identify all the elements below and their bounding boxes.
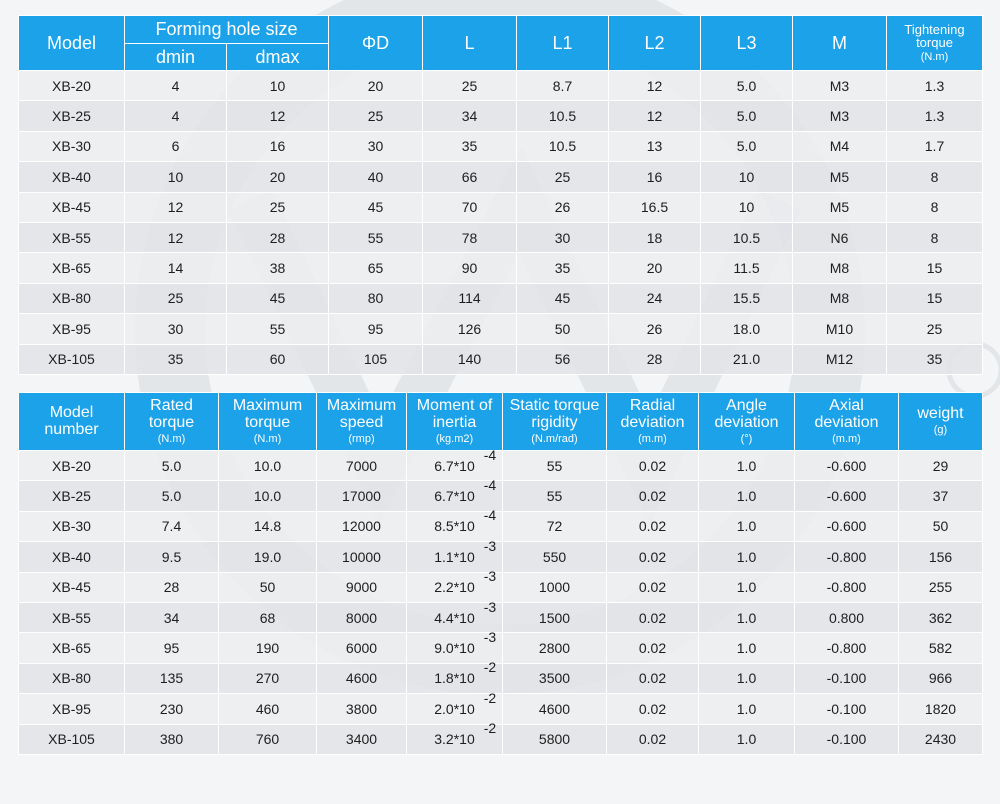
table-cell: 38: [227, 253, 329, 283]
inertia-base: 8.5*10: [434, 518, 475, 535]
table-cell: 230: [125, 694, 219, 724]
header-line: torque: [244, 413, 291, 431]
table-cell: 18: [609, 222, 701, 252]
table-cell: 13: [609, 131, 701, 161]
inertia-base: 1.1*10: [434, 548, 475, 565]
table-cell: 55: [227, 314, 329, 344]
inertia-value: [434, 659, 497, 687]
table-cell: 45: [329, 192, 423, 222]
table-cell: M10: [793, 314, 887, 344]
table-cell: 55: [503, 451, 607, 481]
header-unit: (N.m): [157, 432, 186, 445]
inertia-exponent: -2: [483, 720, 497, 737]
table-cell: 362: [899, 602, 983, 632]
table-cell: 55: [503, 481, 607, 511]
table-cell: -0.100: [795, 694, 899, 724]
table-cell: -0.600: [795, 481, 899, 511]
table-cell: 68: [219, 602, 317, 632]
header-unit: (kg.m2): [435, 432, 474, 445]
model-cell: XB-45: [19, 572, 125, 602]
inertia-base: 6.7*10: [434, 488, 475, 505]
table-cell: 5.0: [701, 101, 793, 131]
table-cell: 3800: [317, 694, 407, 724]
table-cell: -0.800: [795, 572, 899, 602]
table-cell: 10000: [317, 542, 407, 572]
table-cell: 72: [503, 511, 607, 541]
table-cell: 760: [219, 724, 317, 754]
inertia-base: 3.2*10: [434, 731, 475, 748]
table-cell: 6: [125, 131, 227, 161]
col-header-m: M: [793, 16, 887, 71]
table-cell: 0.800: [795, 602, 899, 632]
table-cell: M3: [793, 71, 887, 101]
table-cell: 1.0: [699, 602, 795, 632]
col-header: [503, 393, 607, 451]
model-cell: XB-25: [19, 101, 125, 131]
table-cell: 20: [329, 71, 423, 101]
col-header-l: L: [423, 16, 517, 71]
header-unit: (N.m/rad): [531, 432, 578, 445]
col-header-dmin: dmin: [125, 44, 227, 71]
table-cell: 582: [899, 633, 983, 663]
table-cell: 24: [609, 283, 701, 313]
model-cell: XB-65: [19, 253, 125, 283]
table-cell: 1000: [503, 572, 607, 602]
table-cell: 16: [227, 131, 329, 161]
table-cell: 0.02: [607, 542, 699, 572]
header-unit: (m.m): [832, 432, 861, 445]
table-cell: 55: [329, 222, 423, 252]
table-cell: 29: [899, 451, 983, 481]
table-cell: 80: [329, 283, 423, 313]
table-cell: 15.5: [701, 283, 793, 313]
table-cell: M8: [793, 283, 887, 313]
inertia-value: [434, 507, 497, 535]
inertia-exponent: -4: [483, 507, 497, 524]
col-header: [607, 393, 699, 451]
table-cell: 10.5: [517, 131, 609, 161]
model-cell: XB-65: [19, 633, 125, 663]
table-cell: 16: [609, 162, 701, 192]
header-line: Axial: [829, 396, 864, 414]
inertia-exponent: -3: [483, 568, 497, 585]
col-header: [317, 393, 407, 451]
table-cell: 114: [423, 283, 517, 313]
table-cell: 0.02: [607, 451, 699, 481]
table-cell: 12: [125, 222, 227, 252]
table-cell: 45: [227, 283, 329, 313]
model-cell: XB-25: [19, 481, 125, 511]
table-cell: 5800: [503, 724, 607, 754]
table-cell: 30: [125, 314, 227, 344]
header-line: Rated: [150, 396, 193, 414]
table-cell: 8000: [317, 602, 407, 632]
header-line: torque: [916, 35, 953, 51]
header-line: inertia: [432, 413, 477, 431]
table-row: [19, 724, 983, 754]
table-cell: 20: [227, 162, 329, 192]
table-cell: 50: [219, 572, 317, 602]
table-row: [19, 344, 983, 374]
col-header-phi-d: ΦD: [329, 16, 423, 71]
table-cell: 4600: [317, 663, 407, 693]
model-cell: XB-55: [19, 602, 125, 632]
table-cell: 3400: [317, 724, 407, 754]
table-cell: 1.0: [699, 542, 795, 572]
model-cell: XB-80: [19, 283, 125, 313]
model-cell: XB-95: [19, 694, 125, 724]
table-cell: 10: [701, 162, 793, 192]
table-cell: 1820: [899, 694, 983, 724]
table-cell: 1.7: [887, 131, 983, 161]
inertia-value: [434, 720, 497, 748]
header-line: Model: [49, 403, 94, 421]
table-cell: 550: [503, 542, 607, 572]
table-cell: 11.5: [701, 253, 793, 283]
table-cell: -0.600: [795, 451, 899, 481]
col-header-l1: L1: [517, 16, 609, 71]
table-row: [19, 162, 983, 192]
table-cell: 50: [517, 314, 609, 344]
table-cell: 40: [329, 162, 423, 192]
table-cell: 0.02: [607, 602, 699, 632]
table-cell: -0.100: [795, 663, 899, 693]
table-row: [19, 663, 983, 693]
table-cell: 70: [423, 192, 517, 222]
table-cell: 35: [423, 131, 517, 161]
table-cell: -0.100: [795, 724, 899, 754]
table-cell: 7000: [317, 451, 407, 481]
table-cell: 0.02: [607, 481, 699, 511]
inertia-exponent: -3: [483, 629, 497, 646]
header-unit: (°): [740, 432, 753, 445]
header-line: Static torque: [509, 396, 600, 414]
inertia-base: 1.8*10: [434, 670, 475, 687]
inertia-value: [434, 629, 497, 657]
table-cell: 65: [329, 253, 423, 283]
table-cell: 4600: [503, 694, 607, 724]
table-cell: 16.5: [609, 192, 701, 222]
inertia-base: 6.7*10: [434, 457, 475, 474]
table-cell: 30: [517, 222, 609, 252]
dimension-specs-table: [18, 15, 983, 375]
table-cell: 1.0: [699, 633, 795, 663]
table-cell: 1.3: [887, 71, 983, 101]
table-cell: 8: [887, 162, 983, 192]
table-cell: 1.0: [699, 451, 795, 481]
table-row: [19, 542, 983, 572]
model-cell: XB-55: [19, 222, 125, 252]
header-unit: (N.m): [920, 50, 949, 63]
table-cell: 35: [517, 253, 609, 283]
table-cell: 1.0: [699, 481, 795, 511]
table-row: [19, 253, 983, 283]
inertia-base: 4.4*10: [434, 609, 475, 626]
table-cell: 1.0: [699, 663, 795, 693]
header-line: Maximum: [232, 396, 303, 414]
table-cell: 25: [517, 162, 609, 192]
table-cell: 5.0: [701, 71, 793, 101]
table-cell: 26: [609, 314, 701, 344]
header-line: deviation: [814, 413, 879, 431]
table-cell: 60: [227, 344, 329, 374]
header-unit: (g): [933, 424, 948, 437]
inertia-exponent: -2: [483, 689, 497, 706]
header-line: number: [44, 420, 99, 438]
table-cell: 10: [701, 192, 793, 222]
table-cell: 12000: [317, 511, 407, 541]
table-cell: 4: [125, 101, 227, 131]
header-line: torque: [148, 413, 195, 431]
header-line: Radial: [629, 396, 676, 414]
table-cell: 12: [227, 101, 329, 131]
col-header: [899, 393, 983, 451]
table-cell: 126: [423, 314, 517, 344]
inertia-exponent: -2: [483, 659, 497, 676]
table-cell: M12: [793, 344, 887, 374]
inertia-value: [434, 598, 497, 626]
table-cell: 37: [899, 481, 983, 511]
table-cell: 10.5: [517, 101, 609, 131]
table-cell: 4: [125, 71, 227, 101]
table-cell: M5: [793, 192, 887, 222]
table-cell: M5: [793, 162, 887, 192]
inertia-base: 2.2*10: [434, 579, 475, 596]
table-row: [19, 602, 983, 632]
table-cell: 135: [125, 663, 219, 693]
table-cell: 270: [219, 663, 317, 693]
table-row: [19, 71, 983, 101]
table-cell: M8: [793, 253, 887, 283]
table-cell: 1500: [503, 602, 607, 632]
table-cell: 2800: [503, 633, 607, 663]
table-cell: 460: [219, 694, 317, 724]
table-cell: 20: [609, 253, 701, 283]
header-line: Maximum: [326, 396, 397, 414]
table-cell: 966: [899, 663, 983, 693]
table-cell: 21.0: [701, 344, 793, 374]
table-cell: 28: [609, 344, 701, 374]
inertia-base: 2.0*10: [434, 700, 475, 717]
table-row: [19, 314, 983, 344]
table-cell: 28: [227, 222, 329, 252]
table-cell: 34: [125, 602, 219, 632]
table-cell: 0.02: [607, 572, 699, 602]
table-cell: M4: [793, 131, 887, 161]
table-cell: 25: [887, 314, 983, 344]
table-cell: -0.600: [795, 511, 899, 541]
table-cell: 105: [329, 344, 423, 374]
col-header: [19, 393, 125, 451]
model-cell: XB-30: [19, 511, 125, 541]
inertia-base: 9.0*10: [434, 640, 475, 657]
table-cell: M3: [793, 101, 887, 131]
inertia-value: [434, 477, 497, 505]
inertia-exponent: -4: [483, 477, 497, 494]
table-cell: 10.0: [219, 481, 317, 511]
table-cell: 12: [609, 71, 701, 101]
model-cell: XB-80: [19, 663, 125, 693]
table-cell: 10: [227, 71, 329, 101]
header-line: deviation: [714, 413, 779, 431]
table-row: [19, 511, 983, 541]
inertia-value: [434, 689, 497, 717]
table-row: [19, 633, 983, 663]
table-cell: 5.0: [125, 481, 219, 511]
table-cell: N6: [793, 222, 887, 252]
table-row: [19, 481, 983, 511]
table-cell: 14: [125, 253, 227, 283]
table-cell: 6000: [317, 633, 407, 663]
table-cell: 66: [423, 162, 517, 192]
table-cell: 8.7: [517, 71, 609, 101]
inertia-value: [434, 446, 497, 474]
table-cell: 30: [329, 131, 423, 161]
model-cell: XB-105: [19, 724, 125, 754]
table-cell: 25: [423, 71, 517, 101]
table-cell: 15: [887, 253, 983, 283]
table-cell: 18.0: [701, 314, 793, 344]
header-line: rigidity: [531, 413, 578, 431]
table-cell: 1.0: [699, 724, 795, 754]
table-cell: 15: [887, 283, 983, 313]
header-line: deviation: [620, 413, 685, 431]
table-cell: 255: [899, 572, 983, 602]
col-header: [795, 393, 899, 451]
table-cell: 25: [227, 192, 329, 222]
inertia-value: [434, 537, 497, 565]
performance-table-body: [19, 446, 983, 755]
header-line: Tightening: [904, 21, 965, 37]
inertia-exponent: -4: [483, 446, 497, 463]
table-cell: 9.5: [125, 542, 219, 572]
table-cell: 95: [329, 314, 423, 344]
table-cell: 12: [609, 101, 701, 131]
header-line: Angle: [726, 396, 767, 414]
table-cell: 12: [125, 192, 227, 222]
table-row: [19, 451, 983, 481]
table-cell: 34: [423, 101, 517, 131]
performance-header-row: [19, 393, 983, 451]
col-header-dmax: dmax: [227, 44, 329, 71]
table-cell: 26: [517, 192, 609, 222]
table-cell: 10: [125, 162, 227, 192]
table-cell: 95: [125, 633, 219, 663]
model-cell: XB-40: [19, 162, 125, 192]
table-cell: 10.0: [219, 451, 317, 481]
table-cell: 0.02: [607, 633, 699, 663]
header-unit: (rmp): [348, 432, 375, 445]
table-cell: 5.0: [125, 451, 219, 481]
table-row: [19, 131, 983, 161]
table-row: [19, 101, 983, 131]
table-cell: 45: [517, 283, 609, 313]
table-cell: 25: [329, 101, 423, 131]
table-cell: 1.0: [699, 694, 795, 724]
table-row: [19, 694, 983, 724]
table-cell: 56: [517, 344, 609, 374]
table-cell: 1.3: [887, 101, 983, 131]
table-cell: 25: [125, 283, 227, 313]
table-cell: 7.4: [125, 511, 219, 541]
header-unit: (N.m): [253, 432, 282, 445]
table-cell: 2430: [899, 724, 983, 754]
table-row: [19, 572, 983, 602]
table-cell: 156: [899, 542, 983, 572]
col-header-forming-hole-size: Forming hole size: [125, 16, 329, 44]
table-row: [19, 192, 983, 222]
table-cell: 3500: [503, 663, 607, 693]
table-cell: 28: [125, 572, 219, 602]
col-header: [407, 393, 503, 451]
table-cell: 5.0: [701, 131, 793, 161]
table-cell: 8: [887, 192, 983, 222]
table-cell: 35: [125, 344, 227, 374]
header-line: speed: [339, 413, 384, 431]
table-cell: 1.0: [699, 511, 795, 541]
model-cell: XB-40: [19, 542, 125, 572]
col-header-model: Model: [19, 16, 125, 71]
table-cell: -0.800: [795, 633, 899, 663]
inertia-exponent: -3: [483, 537, 497, 554]
model-cell: XB-95: [19, 314, 125, 344]
table-cell: 380: [125, 724, 219, 754]
model-cell: XB-45: [19, 192, 125, 222]
table-cell: 140: [423, 344, 517, 374]
table-cell: 8: [887, 222, 983, 252]
col-header: [125, 393, 219, 451]
model-cell: XB-105: [19, 344, 125, 374]
table-cell: 9000: [317, 572, 407, 602]
table-cell: 90: [423, 253, 517, 283]
table-cell: 0.02: [607, 511, 699, 541]
inertia-exponent: -3: [483, 598, 497, 615]
col-header-l2: L2: [609, 16, 701, 71]
table-cell: 50: [899, 511, 983, 541]
table-row: [19, 222, 983, 252]
table-cell: 78: [423, 222, 517, 252]
table-cell: 190: [219, 633, 317, 663]
table-cell: 0.02: [607, 663, 699, 693]
model-cell: XB-20: [19, 71, 125, 101]
table-cell: 10.5: [701, 222, 793, 252]
col-header: [219, 393, 317, 451]
table-cell: 0.02: [607, 724, 699, 754]
header-line: weight: [917, 405, 964, 423]
model-cell: XB-20: [19, 451, 125, 481]
performance-table: [18, 392, 983, 755]
col-header: [699, 393, 795, 451]
col-header-tightening-torque: [887, 16, 983, 71]
table-cell: 19.0: [219, 542, 317, 572]
table-cell: 17000: [317, 481, 407, 511]
inertia-value: [434, 568, 497, 596]
table-cell: 35: [887, 344, 983, 374]
col-header-l3: L3: [701, 16, 793, 71]
model-cell: XB-30: [19, 131, 125, 161]
specs-table-body: [19, 71, 983, 375]
inertia-cell: [407, 720, 503, 754]
table-cell: 14.8: [219, 511, 317, 541]
header-line: Moment of: [416, 396, 493, 414]
table-cell: 1.0: [699, 572, 795, 602]
header-unit: (m.m): [638, 432, 667, 445]
table-cell: 0.02: [607, 694, 699, 724]
table-cell: -0.800: [795, 542, 899, 572]
table-row: [19, 283, 983, 313]
